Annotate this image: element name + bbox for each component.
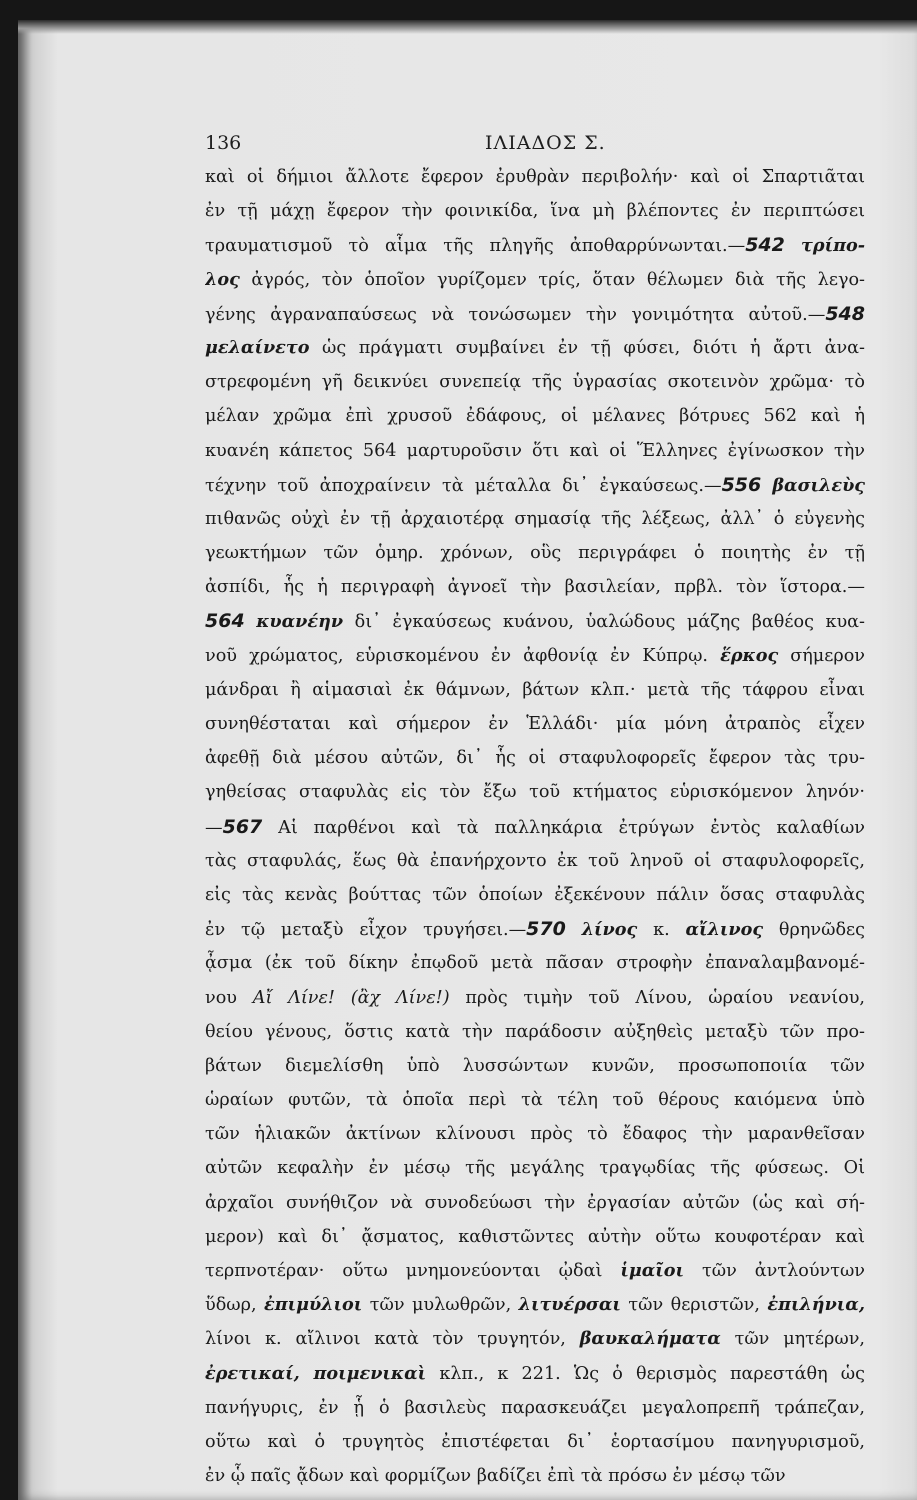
text-segment: τέχνην τοῦ ἀποχραίνειν τὰ μέταλλα δι᾽ ἐγκαύσεως.— <box>205 475 722 496</box>
lemma-term: αἴλινος <box>685 919 764 941</box>
text-segment: καὶ οἱ δήμιοι ἄλλοτε ἔφερον ἐρυθρὰν περιβολήν· καὶ οἱ Σπαρτιᾶται <box>205 167 865 187</box>
text-line <box>205 810 865 844</box>
text-segment: γεωκτήμων τῶν ὁμηρ. χρόνων, οὓς περιγράφει ὁ ποιητὴς ἐν τῇ <box>205 543 865 564</box>
line-reference-number: 548 <box>825 302 865 325</box>
text-segment: πρὸς τιμὴν τοῦ Λίνου, ὡραίου νεανίου, <box>449 987 865 1008</box>
text-line <box>205 981 865 1015</box>
text-line <box>205 1254 865 1288</box>
lemma-term: ἐπιμύλιοι <box>264 1294 363 1316</box>
text-segment: — <box>205 817 223 838</box>
text-line <box>205 1425 865 1459</box>
text-segment: στρεφομένη γῆ δεικνύει συνεπείᾳ τῆς ὑγρασίας σκοτεινὸν χρῶμα· τὸ <box>205 372 865 393</box>
text-segment: τῶν μητέρων, <box>720 1329 865 1350</box>
text-line <box>205 946 865 980</box>
lemma-term: ἱμαῖοι <box>620 1260 685 1281</box>
text-segment <box>785 236 801 256</box>
text-segment: ἀγρός, τὸν ὁποῖον γυρίζομεν τρίς, ὅταν θέλωμεν διὰ τῆς λεγο- <box>239 269 865 290</box>
text-line <box>205 194 865 228</box>
page-top-edge <box>18 20 917 34</box>
text-line <box>205 604 865 638</box>
text-segment: θρηνῶδες <box>763 920 865 941</box>
page-number: 136 <box>205 132 242 154</box>
text-line <box>205 1186 865 1220</box>
text-line <box>205 1357 865 1391</box>
lemma-term: ἕρκος <box>720 644 779 666</box>
text-line <box>205 912 865 946</box>
lemma-term: μελαίνετο <box>205 336 310 358</box>
text-line <box>205 1322 865 1356</box>
text-line <box>205 263 865 297</box>
text-line <box>205 434 865 468</box>
lemma-term: ἐρετικαί, ποιμενικαὶ <box>205 1362 427 1384</box>
text-segment <box>761 476 772 496</box>
text-segment: πανήγυρις, ἐν ᾗ ὁ βασιλεὺς παρασκευάζει μεγαλοπρεπῆ τράπεζαν, <box>205 1397 865 1418</box>
lemma-term: βαυκαλήματα <box>579 1328 721 1350</box>
commentary-text <box>205 160 865 1493</box>
text-segment: οὕτω καὶ ὁ τρυγητὸς ἐπιστέφεται δι᾽ ἑορτασίμου πανηγυρισμοῦ, <box>205 1431 865 1452</box>
text-line <box>205 228 865 262</box>
text-line <box>205 536 865 570</box>
text-segment: ἀρχαῖοι συνήθιζον νὰ συνοδεύωσι τὴν ἐργασίαν αὐτῶν (ὡς καὶ σή- <box>205 1192 865 1213</box>
text-segment: κυανέη κάπετος 564 μαρτυροῦσιν ὅτι καὶ οἱ Ἕλληνες ἐγίνωσκον τὴν <box>205 440 865 461</box>
lemma-term: τρίπο- <box>801 235 865 257</box>
lemma-term: βασιλεὺς <box>772 474 865 496</box>
text-segment: ὡραίων φυτῶν, τὰ ὁποῖα περὶ τὰ τέλη τοῦ θέρους καιόμενα ὑπὸ <box>205 1090 865 1111</box>
text-segment: μάνδραι ἢ αἱμασιαὶ ἐκ θάμνων, βάτων κλπ.· μετὰ τῆς τάφρου εἶναι <box>205 679 865 700</box>
text-segment: ὡς πράγματι συμβαίνει ἐν τῇ φύσει, διότι ἡ ἄρτι ἀνα- <box>309 337 865 358</box>
text-line <box>205 1220 865 1254</box>
text-segment: σήμερον <box>778 645 865 666</box>
text-segment: νοῦ χρώματος, εὑρισκομένου ἐν ἀφθονίᾳ ἐν Κύπρῳ. <box>205 645 721 666</box>
text-segment: λίνοι κ. αἴλινοι κατὰ τὸν τρυγητόν, <box>205 1329 580 1350</box>
text-segment: μερον) καὶ δι᾽ ᾄσματος, καθιστῶντες αὐτὴν οὕτω κουφοτέραν καὶ <box>205 1226 865 1247</box>
text-segment: μέλαν χρῶμα ἐπὶ χρυσοῦ ἐδάφους, οἱ μέλανες βότρυες 562 καὶ ἡ <box>205 406 865 427</box>
text-segment <box>245 612 257 632</box>
text-segment: δι᾽ ἐγκαύσεως κυάνου, ὑαλώδους μάζης βαθέος κυα- <box>343 612 865 633</box>
text-segment: ᾆσμα (ἐκ τοῦ δίκην ἐπῳδοῦ μετὰ πᾶσαν στροφὴν ἐπαναλαμβανομέ- <box>205 953 865 974</box>
text-segment: αὐτῶν κεφαλὴν ἐν μέσῳ τῆς μεγάλης τραγῳδίας τῆς φύσεως. Οἱ <box>205 1158 865 1179</box>
text-line <box>205 502 865 536</box>
text-segment: τερπνοτέραν· οὕτω μνημονεύονται ᾠδαὶ <box>205 1261 621 1281</box>
text-line <box>205 331 865 365</box>
text-line <box>205 1083 865 1117</box>
text-line <box>205 844 865 878</box>
line-reference-number: 570 <box>526 918 566 941</box>
text-line <box>205 399 865 433</box>
text-line <box>205 1117 865 1151</box>
line-reference-number: 542 <box>745 234 785 257</box>
text-line <box>205 1459 865 1493</box>
text-segment: τῶν θεριστῶν, <box>620 1295 768 1316</box>
text-segment: νου <box>205 987 253 1008</box>
text-line <box>205 1288 865 1322</box>
text-segment: πιθανῶς οὐχὶ ἐν τῇ ἀρχαιοτέρᾳ σημασίᾳ τῆς λέξεως, ἀλλ᾽ ὁ εὐγενὴς <box>205 508 865 529</box>
text-segment: γηθείσας σταφυλὰς εἰς τὸν ἔξω τοῦ κτήματος εὑρισκόμενον ληνόν· <box>205 782 865 803</box>
text-segment: συνηθέσταται καὶ σήμερον ἐν Ἑλλάδι· μία μόνη ἀτραπὸς εἶχεν <box>205 714 865 734</box>
text-line <box>205 741 865 775</box>
text-line <box>205 673 865 707</box>
text-segment: ἐν τῇ μάχῃ ἔφερον τὴν φοινικίδα, ἵνα μὴ βλέποντες ἐν περιπτώσει <box>205 201 865 222</box>
text-line <box>205 570 865 604</box>
text-segment: τὰς σταφυλάς, ἕως θὰ ἐπανήρχοντο ἐκ τοῦ ληνοῦ οἱ σταφυλοφορεῖς, <box>205 850 865 871</box>
text-segment: κλπ., κ 221. Ὡς ὁ θερισμὸς παρεστάθη ὡς <box>426 1363 865 1384</box>
text-segment: εἰς τὰς κενὰς βούττας τῶν ὁποίων ἐξεκένουν πάλιν ὅσας σταφυλὰς <box>205 884 865 905</box>
line-reference-number: 556 <box>721 473 762 496</box>
text-segment: τῶν ἡλιακῶν ἀκτίνων κλίνουσι πρὸς τὸ ἔδαφος τὴν μαρανθεῖσαν <box>205 1124 865 1145</box>
text-segment: ὕδωρ, <box>205 1295 265 1316</box>
text-segment: τῶν μυλωθρῶν, <box>362 1295 519 1316</box>
text-segment: τραυματισμοῦ τὸ αἷμα τῆς πληγῆς ἀποθαρρύνωνται.— <box>205 236 746 257</box>
lemma-term: λιτυέρσαι <box>518 1294 621 1316</box>
text-line <box>205 878 865 912</box>
text-segment: κ. <box>637 920 686 941</box>
line-reference-number: 567 <box>222 815 263 838</box>
lemma-term: ἐπιλήνια, <box>767 1294 865 1316</box>
text-line <box>205 1015 865 1049</box>
lemma-term: κυανέην <box>256 611 344 633</box>
text-line <box>205 707 865 741</box>
text-line <box>205 1049 865 1083</box>
line-reference-number: 564 <box>205 610 245 633</box>
text-line <box>205 468 865 502</box>
lemma-term: λίνος <box>581 919 638 941</box>
lemma-term: λος <box>205 268 240 290</box>
page-header <box>205 132 865 162</box>
text-segment: ἐν τῷ μεταξὺ εἶχον τρυγήσει.— <box>205 920 527 941</box>
text-line <box>205 1391 865 1425</box>
text-segment <box>566 920 582 940</box>
text-line <box>205 160 865 194</box>
text-segment: ἀφεθῇ διὰ μέσου αὐτῶν, δι᾽ ἧς οἱ σταφυλοφορεῖς ἔφερον τὰς τρυ- <box>205 748 865 769</box>
text-segment: θείου γένους, ὅστις κατὰ τὴν παράδοσιν αὐξηθεὶς μεταξὺ τῶν προ- <box>205 1021 865 1042</box>
text-line <box>205 297 865 331</box>
text-segment: Αἴ Λίνε! (ἂχ Λίνε!) <box>252 987 450 1008</box>
text-segment: γένης ἀγραναπαύσεως νὰ τονώσωμεν τὴν γονιμότητα αὐτοῦ.— <box>205 304 826 325</box>
text-line <box>205 1151 865 1185</box>
text-segment: ἀσπίδι, ἧς ἡ περιγραφὴ ἀγνοεῖ τὴν βασιλείαν, πρβλ. τὸν ἵστορα.— <box>205 577 865 598</box>
running-title: ΙΛΙΑΔΟΣ Σ. <box>485 132 606 154</box>
text-segment: ἐν ᾧ παῖς ᾄδων καὶ φορμίζων βαδίζει ἐπὶ τὰ πρόσω ἐν μέσῳ τῶν <box>205 1466 786 1487</box>
text-line <box>205 639 865 673</box>
text-segment: Αἱ παρθένοι καὶ τὰ παλληκάρια ἐτρύγων ἐντὸς καλαθίων <box>262 817 865 838</box>
text-segment: τῶν ἀντλούντων <box>684 1261 865 1281</box>
text-line <box>205 365 865 399</box>
text-segment: βάτων διεμελίσθη ὑπὸ λυσσώντων κυνῶν, προσωποποιία τῶν <box>205 1055 865 1076</box>
text-line <box>205 775 865 809</box>
